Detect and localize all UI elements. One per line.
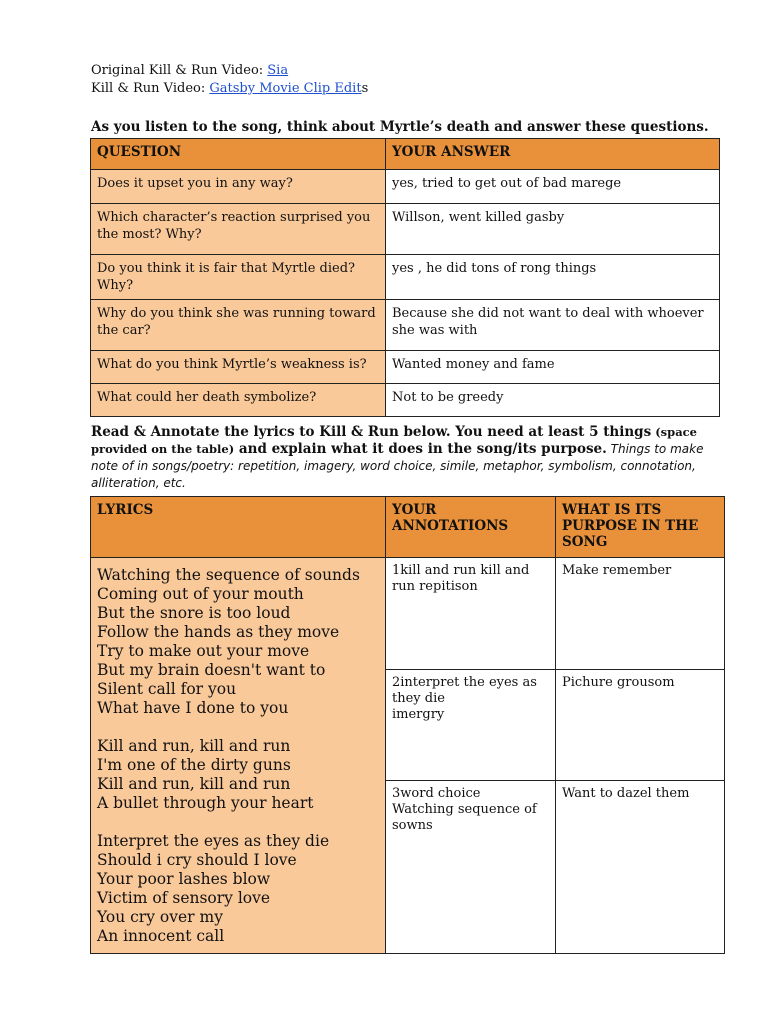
answer-cell[interactable]: yes, tried to get out of bad marege [386,170,720,204]
table-row [91,300,720,351]
lyrics-cell [91,558,386,954]
question-cell: Why do you think she was running toward the car? [91,300,386,351]
lyric-line: An innocent call [97,927,225,945]
questions-table [90,138,720,417]
gatsby-video-line [91,81,368,97]
lyric-line: Victim of sensory love [97,889,271,907]
questions-header-row [91,139,720,170]
instructions-main: Read & Annotate the lyrics to Kill & Run below. You need at least 5 things [91,424,652,440]
lyric-line: Kill and run, kill and run [97,775,291,793]
original-video-line [91,63,288,79]
verse-2 [97,737,379,813]
annotation-instructions [91,424,721,492]
lyric-line: You cry over my [97,908,223,926]
annotation-cell[interactable] [386,670,556,781]
question-cell: Do you think it is fair that Myrtle died? Why? [91,255,386,300]
question-cell: Which character’s reaction surprised you the most? Why? [91,204,386,255]
purpose-text: Make remember [562,563,672,578]
lyric-line: Follow the hands as they move [97,623,340,641]
instructions-space-note: (space provided on the table) [91,425,697,456]
table-row [91,170,720,204]
annotation-cell[interactable] [386,781,556,954]
table-row [91,255,720,300]
lyric-line: Coming out of your mouth [97,585,304,603]
answer-cell[interactable]: yes , he did tons of rong things [386,255,720,300]
lyric-line: Your poor lashes blow [97,870,271,888]
instructions-purpose: and explain what it does in the song/its purpose. [234,441,607,457]
annotation-text: 2interpret the eyes as they die imergry [392,675,537,722]
lyric-line: I'm one of the dirty guns [97,756,291,774]
lyric-line: Watching the sequence of sounds [97,566,360,584]
answer-column-header: YOUR ANSWER [386,139,720,170]
questions-heading: As you listen to the song, think about Myrtle’s death and answer these questions. [91,119,709,135]
gatsby-clip-link[interactable]: Gatsby Movie Clip Edit [209,81,362,96]
answer-cell[interactable]: Because she did not want to deal with whoever she was with [386,300,720,351]
purpose-cell[interactable] [556,558,725,670]
answer-cell[interactable]: Not to be greedy [386,384,720,417]
lyric-line: A bullet through your heart [97,794,314,812]
lyric-line: Interpret the eyes as they die [97,832,330,850]
answer-cell[interactable]: Willson, went killed gasby [386,204,720,255]
table-row [91,351,720,384]
sia-link[interactable]: Sia [267,63,289,78]
question-cell: What could her death symbolize? [91,384,386,417]
annotation-cell[interactable] [386,558,556,670]
question-cell: What do you think Myrtle’s weakness is? [91,351,386,384]
lyric-line: Try to make out your move [97,642,310,660]
answer-cell[interactable]: Wanted money and fame [386,351,720,384]
annotations-column-header: YOUR ANNOTATIONS [386,497,556,558]
purpose-text: Pichure grousom [562,675,675,690]
lyrics-column-header: LYRICS [91,497,386,558]
lyric-line: But the snore is too loud [97,604,291,622]
lyric-line: What have I done to you [97,699,289,717]
lyrics-header-row [91,497,725,558]
purpose-column-header: WHAT IS ITS PURPOSE IN THE SONG [556,497,725,558]
lyric-line: Silent call for you [97,680,237,698]
original-video-label: Original Kill & Run Video: [91,63,268,78]
verse-1 [97,566,379,718]
gatsby-video-suffix: s [361,81,369,96]
annotation-text: 1kill and run kill and run repitison [392,563,530,594]
question-cell: Does it upset you in any way? [91,170,386,204]
purpose-cell[interactable] [556,781,725,954]
purpose-text: Want to dazel them [562,786,690,801]
purpose-cell[interactable] [556,670,725,781]
lyrics-table [90,496,725,954]
instructions-note: Things to make note of in songs/poetry: repetition, imagery, word choice, simile, metaphor, symbolism, connotation, alliteration, etc. [91,442,704,490]
gatsby-video-label: Kill & Run Video: [91,81,210,96]
lyric-line: Kill and run, kill and run [97,737,291,755]
annotation-text: 3word choice Watching sequence of sowns [392,786,537,833]
question-column-header: QUESTION [91,139,386,170]
verse-3 [97,832,379,946]
lyric-line: Should i cry should I love [97,851,297,869]
table-row [91,558,725,670]
table-row [91,384,720,417]
table-row [91,204,720,255]
lyric-line: But my brain doesn't want to [97,661,326,679]
